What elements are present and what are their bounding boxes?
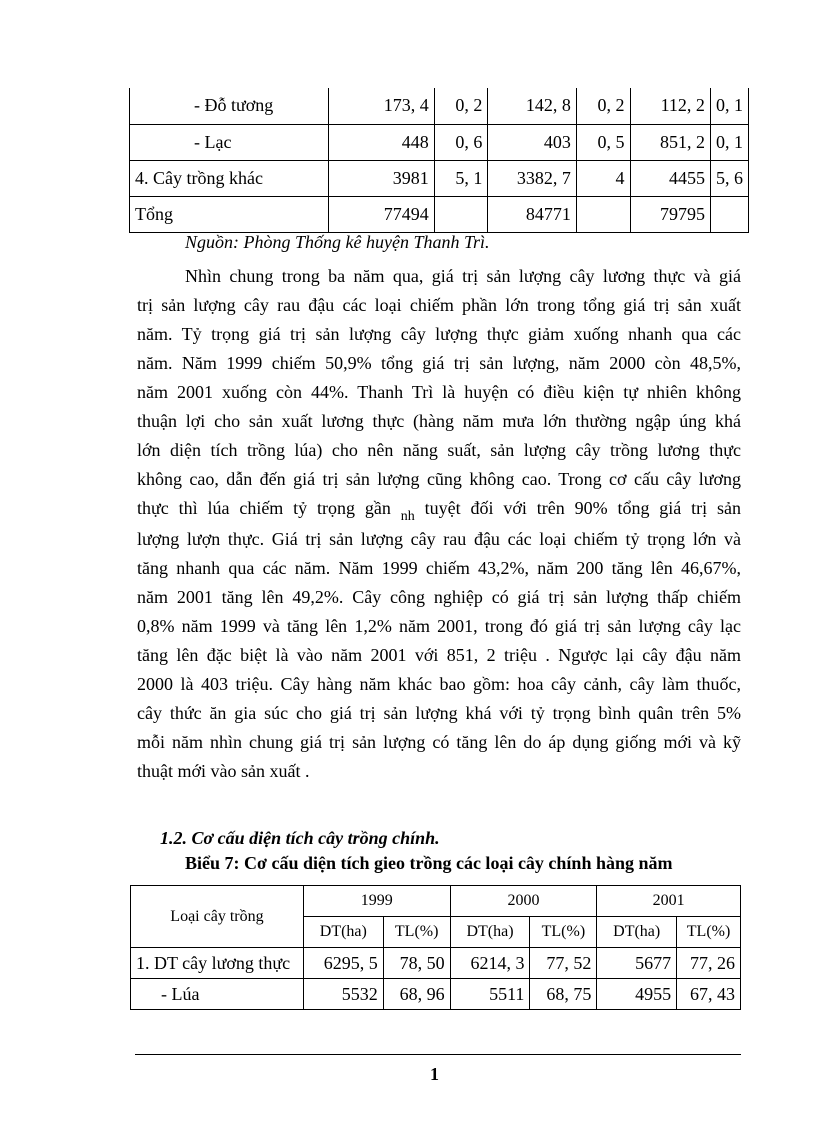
percent-cell: 77, 26 <box>677 948 741 979</box>
paragraph-line: thuận lợi cho sản xuất lương thực (hàng năm mưa lớn thường ngập úng khá <box>137 411 741 431</box>
crop-area-table <box>130 885 741 1010</box>
header-crop-type: Loại cây trồng <box>131 886 304 948</box>
percent-cell: 0, 2 <box>576 88 630 124</box>
table-row <box>131 948 741 979</box>
paragraph-line: mỗi năm nhìn chung giá trị sản lượng có tăng lên do áp dụng giống mới và kỹ <box>137 732 741 752</box>
value-cell: 5511 <box>450 979 530 1010</box>
percent-cell: 0, 6 <box>434 124 488 160</box>
paragraph-line: tăng nhanh qua các năm. Năm 1999 chiếm 43,2%, năm 200 tăng lên 46,67%, <box>137 558 741 578</box>
value-cell: 3981 <box>328 160 434 196</box>
percent-cell: 0, 1 <box>710 88 748 124</box>
percent-cell <box>710 196 748 232</box>
header-year: 1999 <box>303 886 450 917</box>
section-heading: 1.2. Cơ cấu diện tích cây trồng chính. <box>160 828 440 848</box>
table-caption: Biểu 7: Cơ cấu diện tích gieo trồng các loại cây chính hàng năm <box>185 853 673 873</box>
paragraph-line: năm. Tỷ trọng giá trị sản lượng cây lượng thực giảm xuống nhanh qua các <box>137 324 741 344</box>
value-cell: 3382, 7 <box>488 160 576 196</box>
paragraph-line: lớn diện tích trồng lúa) cho nên năng suất, sản lượng cây trồng lương thực <box>137 440 741 460</box>
paragraph-line: năm 2001 xuống còn 44%. Thanh Trì là huyện có điều kiện tự nhiên không <box>137 382 741 402</box>
page-number: 1 <box>430 1064 439 1084</box>
paragraph-line: tăng lên đặc biệt là vào năm 2001 với 851, 2 triệu . Ngược lại cây đậu năm <box>137 645 741 665</box>
body-paragraph <box>137 262 741 786</box>
header-ratio: TL(%) <box>677 917 741 948</box>
footer-divider <box>135 1054 741 1055</box>
table-source-note: Nguồn: Phòng Thống kê huyện Thanh Trì. <box>185 232 490 252</box>
paragraph-line: năm 2001 tăng lên 49,2%. Cây công nghiệp có giá trị sản lượng thấp chiếm <box>137 587 741 607</box>
table-row <box>130 160 749 196</box>
crop-value-table <box>129 88 749 233</box>
value-cell: 5677 <box>597 948 677 979</box>
table-row <box>131 979 741 1010</box>
header-area: DT(ha) <box>303 917 383 948</box>
percent-cell: 77, 52 <box>530 948 597 979</box>
value-cell: 5532 <box>303 979 383 1010</box>
paragraph-line: Nhìn chung trong ba năm qua, giá trị sản lượng cây lương thực và giá <box>185 266 741 286</box>
line-part: tuyệt đối với trên 90% tổng giá trị sản <box>424 498 742 518</box>
percent-cell <box>576 196 630 232</box>
paragraph-line <box>137 494 741 525</box>
row-label: 4. Cây trồng khác <box>130 160 329 196</box>
header-ratio: TL(%) <box>530 917 597 948</box>
paragraph-line: 0,8% năm 1999 và tăng lên 1,2% năm 2001, trong đó giá trị sản lượng cây lạc <box>137 616 741 636</box>
value-cell: 79795 <box>630 196 710 232</box>
row-label: - Lạc <box>130 124 329 160</box>
paragraph-line: cây thức ăn gia súc cho giá trị sản lượng khá với tỷ trọng bình quân trên 5% <box>137 703 741 723</box>
value-cell: 142, 8 <box>488 88 576 124</box>
row-label: - Lúa <box>131 979 304 1010</box>
header-area: DT(ha) <box>450 917 530 948</box>
value-cell: 448 <box>328 124 434 160</box>
percent-cell: 67, 43 <box>677 979 741 1010</box>
value-cell: 84771 <box>488 196 576 232</box>
paragraph-line: thuật mới vào sản xuất . <box>137 761 310 781</box>
percent-cell: 78, 50 <box>383 948 450 979</box>
row-label: Tổng <box>130 196 329 232</box>
value-cell: 77494 <box>328 196 434 232</box>
percent-cell: 0, 2 <box>434 88 488 124</box>
value-cell: 6214, 3 <box>450 948 530 979</box>
value-cell: 4455 <box>630 160 710 196</box>
paragraph-line: lượng lượn thực. Giá trị sản lượng cây rau đậu các loại chiếm tỷ trọng lớn và <box>137 529 741 549</box>
value-cell: 403 <box>488 124 576 160</box>
table-row <box>130 124 749 160</box>
percent-cell <box>434 196 488 232</box>
percent-cell: 68, 96 <box>383 979 450 1010</box>
value-cell: 173, 4 <box>328 88 434 124</box>
header-row <box>131 886 741 917</box>
paragraph-line: không cao, dẫn đến giá trị sản lượng cũng không cao. Trong cơ cấu cây lương <box>137 469 741 489</box>
value-cell: 4955 <box>597 979 677 1010</box>
table-row <box>130 88 749 124</box>
row-label: 1. DT cây lương thực <box>131 948 304 979</box>
percent-cell: 5, 1 <box>434 160 488 196</box>
subscript-fragment: nh <box>400 509 415 524</box>
value-cell: 112, 2 <box>630 88 710 124</box>
header-year: 2000 <box>450 886 597 917</box>
row-label: - Đỗ tương <box>130 88 329 124</box>
percent-cell: 5, 6 <box>710 160 748 196</box>
paragraph-line: trị sản lượng cây rau đậu các loại chiếm phần lớn trong tổng giá trị sản xuất <box>137 295 741 315</box>
paragraph-line: 2000 là 403 triệu. Cây hàng năm khác bao gồm: hoa cây cảnh, cây làm thuốc, <box>137 674 741 694</box>
value-cell: 6295, 5 <box>303 948 383 979</box>
percent-cell: 4 <box>576 160 630 196</box>
table-row <box>130 196 749 232</box>
percent-cell: 0, 5 <box>576 124 630 160</box>
percent-cell: 68, 75 <box>530 979 597 1010</box>
line-part: thực thì lúa chiếm tỷ trọng gần <box>137 498 391 518</box>
value-cell: 851, 2 <box>630 124 710 160</box>
percent-cell: 0, 1 <box>710 124 748 160</box>
header-area: DT(ha) <box>597 917 677 948</box>
paragraph-line: năm. Năm 1999 chiếm 50,9% tổng giá trị sản lượng, năm 2000 còn 48,5%, <box>137 353 741 373</box>
header-year: 2001 <box>597 886 741 917</box>
header-ratio: TL(%) <box>383 917 450 948</box>
